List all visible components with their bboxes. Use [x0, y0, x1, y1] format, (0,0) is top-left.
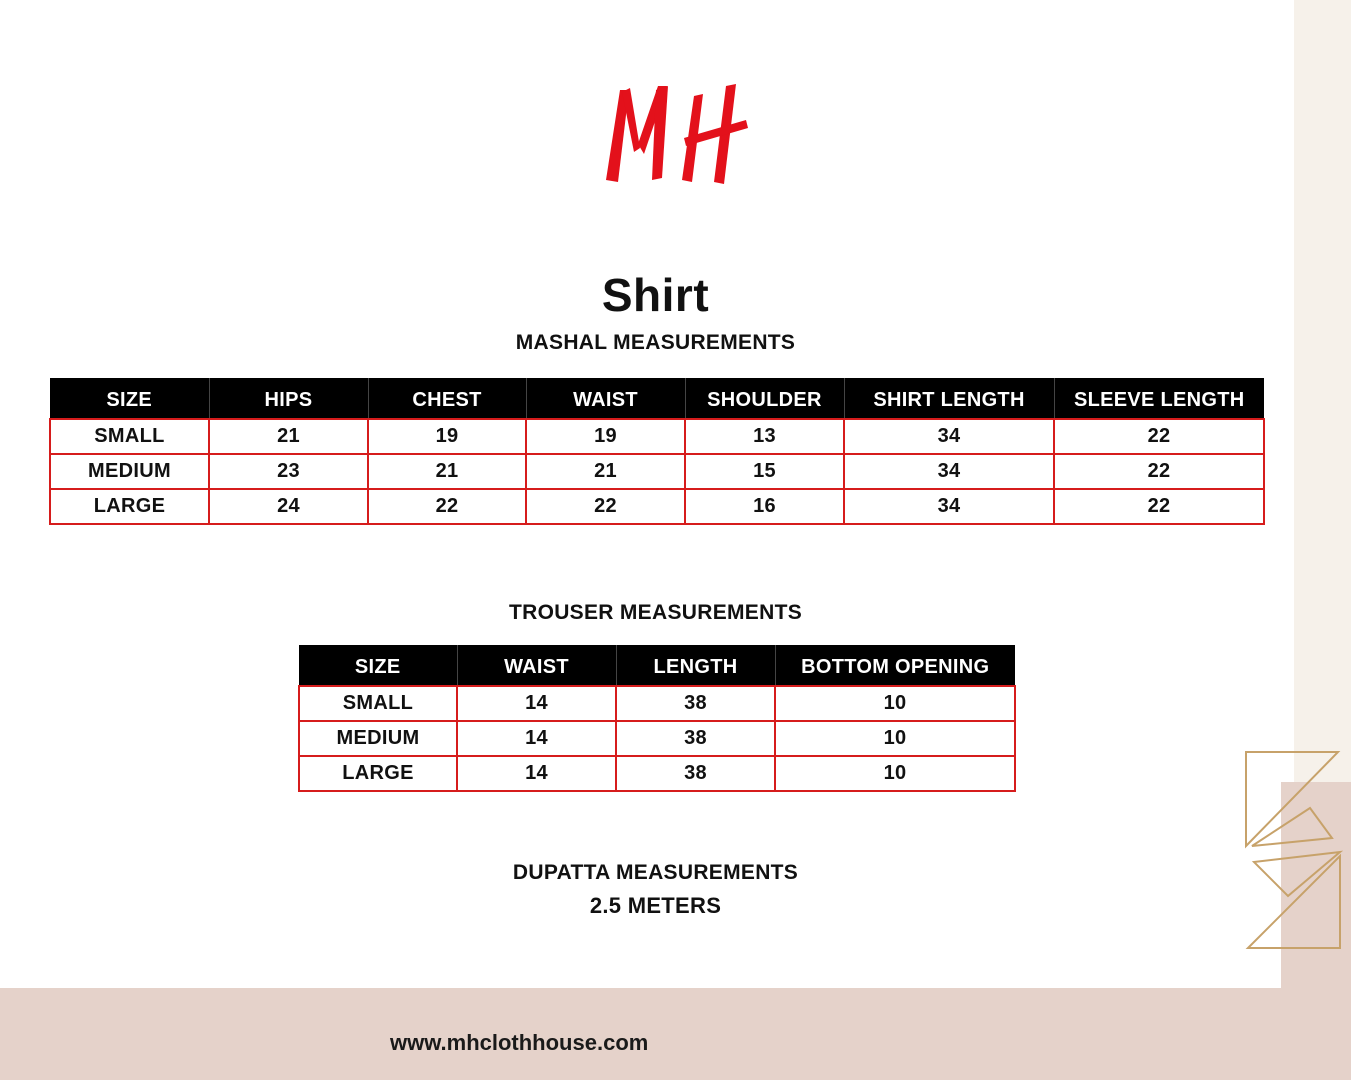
table-cell: 38	[616, 686, 775, 721]
size-cell: LARGE	[50, 489, 209, 524]
trouser-measurements-table	[298, 645, 1016, 792]
table-cell: 14	[457, 686, 616, 721]
table-cell: 24	[209, 489, 368, 524]
table-cell: 10	[775, 721, 1015, 756]
table-cell: 21	[526, 454, 685, 489]
table-cell: 34	[844, 454, 1054, 489]
table-cell: 22	[1054, 454, 1264, 489]
table-cell: 21	[368, 454, 526, 489]
brand-logo-mark	[606, 84, 748, 184]
table-cell: 14	[457, 756, 616, 791]
table-cell: 10	[775, 756, 1015, 791]
shirt-measurements-heading: MASHAL MEASUREMENTS	[515, 331, 796, 354]
table-cell: 19	[368, 419, 526, 454]
table-cell: 21	[209, 419, 368, 454]
table-cell: 22	[526, 489, 685, 524]
dupatta-measurements-heading: DUPATTA MEASUREMENTS	[512, 861, 799, 884]
column-header: WAIST	[526, 378, 685, 419]
table-cell: 38	[616, 756, 775, 791]
column-header: LENGTH	[616, 645, 775, 686]
column-header: SHIRT LENGTH	[844, 378, 1054, 419]
column-header: HIPS	[209, 378, 368, 419]
dupatta-length-value: 2.5 METERS	[589, 893, 722, 918]
table-cell: 16	[685, 489, 844, 524]
brand-logo	[596, 78, 756, 188]
table-row	[299, 686, 1015, 721]
website-url[interactable]: www.mhclothhouse.com	[390, 1030, 649, 1055]
trouser-measurements-heading: TROUSER MEASUREMENTS	[508, 601, 803, 624]
table-row	[50, 454, 1264, 489]
table-header-row	[50, 378, 1264, 419]
table-cell: 19	[526, 419, 685, 454]
column-header: SLEEVE LENGTH	[1054, 378, 1264, 419]
size-cell: SMALL	[50, 419, 209, 454]
column-header: WAIST	[457, 645, 616, 686]
table-cell: 22	[1054, 489, 1264, 524]
table-cell: 15	[685, 454, 844, 489]
table-row	[50, 489, 1264, 524]
table-cell: 22	[1054, 419, 1264, 454]
footer-band	[0, 988, 1351, 1080]
table-cell: 14	[457, 721, 616, 756]
table-cell: 34	[844, 419, 1054, 454]
column-header: SHOULDER	[685, 378, 844, 419]
size-cell: MEDIUM	[299, 721, 457, 756]
table-row	[299, 721, 1015, 756]
gold-triangles-decoration	[1240, 738, 1351, 958]
size-cell: SMALL	[299, 686, 457, 721]
column-header: BOTTOM OPENING	[775, 645, 1015, 686]
table-cell: 23	[209, 454, 368, 489]
table-cell: 22	[368, 489, 526, 524]
table-row	[50, 419, 1264, 454]
table-cell: 10	[775, 686, 1015, 721]
table-row	[299, 756, 1015, 791]
size-cell: MEDIUM	[50, 454, 209, 489]
table-header-row	[299, 645, 1015, 686]
background-panel-right	[1294, 0, 1351, 782]
shirt-measurements-table	[49, 378, 1265, 525]
table-cell: 13	[685, 419, 844, 454]
table-cell: 38	[616, 721, 775, 756]
page-title: Shirt	[601, 269, 710, 321]
column-header: SIZE	[50, 378, 209, 419]
size-cell: LARGE	[299, 756, 457, 791]
column-header: SIZE	[299, 645, 457, 686]
table-cell: 34	[844, 489, 1054, 524]
column-header: CHEST	[368, 378, 526, 419]
